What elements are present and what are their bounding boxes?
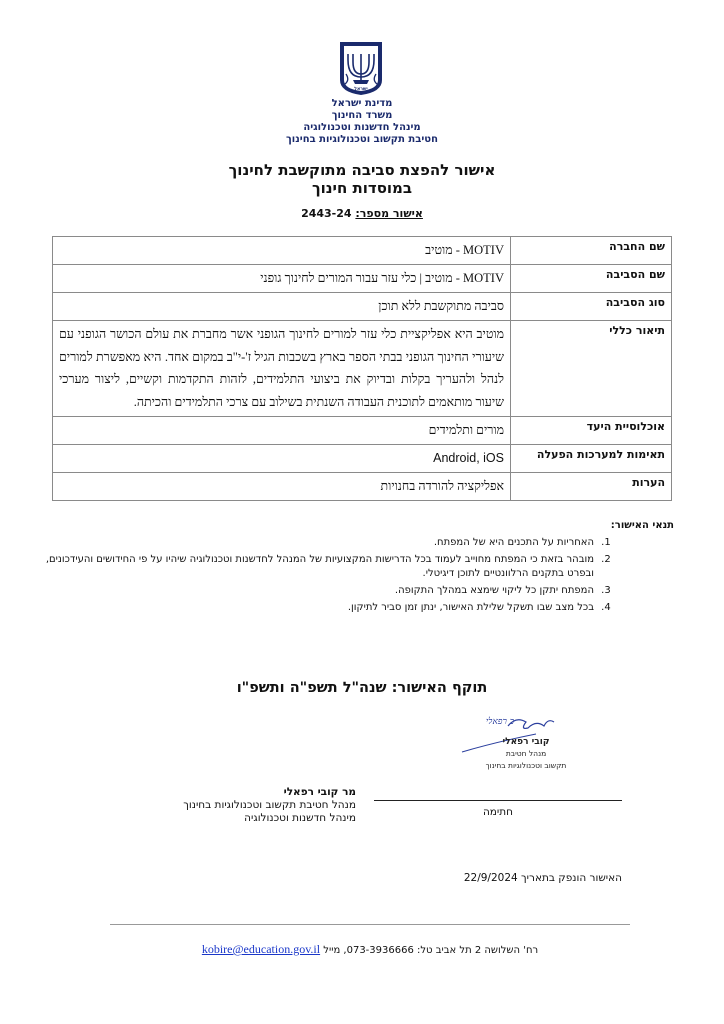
environment-name-value: MOTIV - מוטיב | כלי עזר עבור המורים לחינוך גופני <box>53 265 511 293</box>
approval-number-value: 2443-24 <box>301 207 352 220</box>
signature-stamp <box>456 712 596 784</box>
validity-statement: תוקף האישור: שנה"ל תשפ"ה ותשפ"ו <box>236 680 488 696</box>
stamp-title-2: תקשוב וטכנולוגיות בחינוך <box>485 761 567 770</box>
page-title: אישור להפצת סביבה מתוקשבת לחינוך <box>228 161 496 179</box>
table-row <box>53 321 672 417</box>
environment-type-label: סוג הסביבה <box>511 293 672 321</box>
stamp-name: קובי רפאלי <box>502 737 550 747</box>
signer-role-1: מנהל חטיבת תקשוב וטכנולוגיות בחינוך <box>183 799 356 811</box>
footer-divider <box>110 924 630 925</box>
page-title-line2: במוסדות חינוך <box>311 179 413 197</box>
company-name-value: MOTIV - מוטיב <box>53 237 511 265</box>
emblem-caption: ישראל <box>354 87 368 92</box>
details-table <box>52 236 672 501</box>
signature-line <box>374 800 622 801</box>
header-country: מדינת ישראל <box>331 98 393 109</box>
terms-list <box>38 536 616 618</box>
table-row <box>53 473 672 501</box>
footer-address: רח' השלושה 2 תל אביב טל: 073-3936666, מייל <box>323 945 539 956</box>
target-audience-value: מורים ותלמידים <box>53 417 511 445</box>
state-emblem-icon <box>336 40 386 96</box>
table-row <box>53 445 672 473</box>
environment-name-label: שם הסביבה <box>511 265 672 293</box>
list-item: 3. המפתח יתקן כל ליקוי שימצא במהלך התקופה. <box>38 584 598 598</box>
signer-role-2: מינהל חדשנות וטכנולוגיה <box>244 812 356 824</box>
header-administration: מינהל חדשנות וטכנולוגיה <box>303 122 421 133</box>
table-row <box>53 237 672 265</box>
terms-title: תנאי האישור: <box>610 520 674 531</box>
stamp-title-1: מנהל חטיבת <box>505 749 547 758</box>
table-row <box>53 293 672 321</box>
os-compatibility-value: Android, iOS <box>53 445 511 473</box>
approval-number <box>250 207 474 220</box>
header-division: חטיבת תקשוב וטכנולוגיות בחינוך <box>286 134 438 145</box>
notes-label: הערות <box>511 473 672 501</box>
environment-type-value: סביבה מתוקשבת ללא תוכן <box>53 293 511 321</box>
header-ministry: משרד החינוך <box>331 110 393 121</box>
issue-date: האישור הונפק בתאריך 22/9/2024 <box>463 872 622 884</box>
signer-block <box>110 786 356 825</box>
footer-email-link[interactable]: kobire@education.gov.il <box>201 942 321 956</box>
signer-name: מר קובי רפאלי <box>283 786 356 798</box>
stamp-handwriting: כ רפאלי <box>485 717 515 727</box>
footer <box>110 942 630 957</box>
list-item: 1. האחריות על התכנים היא של המפתח. <box>38 536 598 550</box>
os-compatibility-label: תאימות למערכות הפעלה <box>511 445 672 473</box>
notes-value: אפליקציה להורדה בחנויות <box>53 473 511 501</box>
table-row <box>53 265 672 293</box>
list-item: 2. מובהר בזאת כי המפתח מחוייב לעמוד בכל הדרישות המקצועיות של המנהל לחדשנות וטכנולוגיה שיהיו על פי החידושים והעידכונים, ובפרט בתקנים הרלוונטיים לתוכן דיגיטלי. <box>38 553 598 581</box>
list-item: 4. בכל מצב שבו תשקל שלילת האישור, ינתן זמן סביר לתיקון. <box>38 601 598 615</box>
table-row <box>53 417 672 445</box>
target-audience-label: אוכלוסיית היעד <box>511 417 672 445</box>
approval-number-label: אישור מספר: <box>355 207 423 220</box>
description-value: מוטיב היא אפליקציית כלי עזר למורים לחינוך הגופני אשר מחברת את עולם הכושר הגופני עם שיעורי החינוך הגופני בבתי הספר בארץ בשכבות הגיל ז'-י"ב במקום אחד. היא מאפשרת למורים לנהל ולהעריך בקלות ובדיוק את ביצועי התלמידים, לזהות התקדמות וקשיים, ליצור מערכי שיעור מותאמים לתוכנית העבודה השנתית בשילוב עם צרכי התלמידים והכיתה. <box>53 321 511 417</box>
signature-label: חתימה <box>482 806 514 818</box>
description-label: תיאור כללי <box>511 321 672 417</box>
company-name-label: שם החברה <box>511 237 672 265</box>
